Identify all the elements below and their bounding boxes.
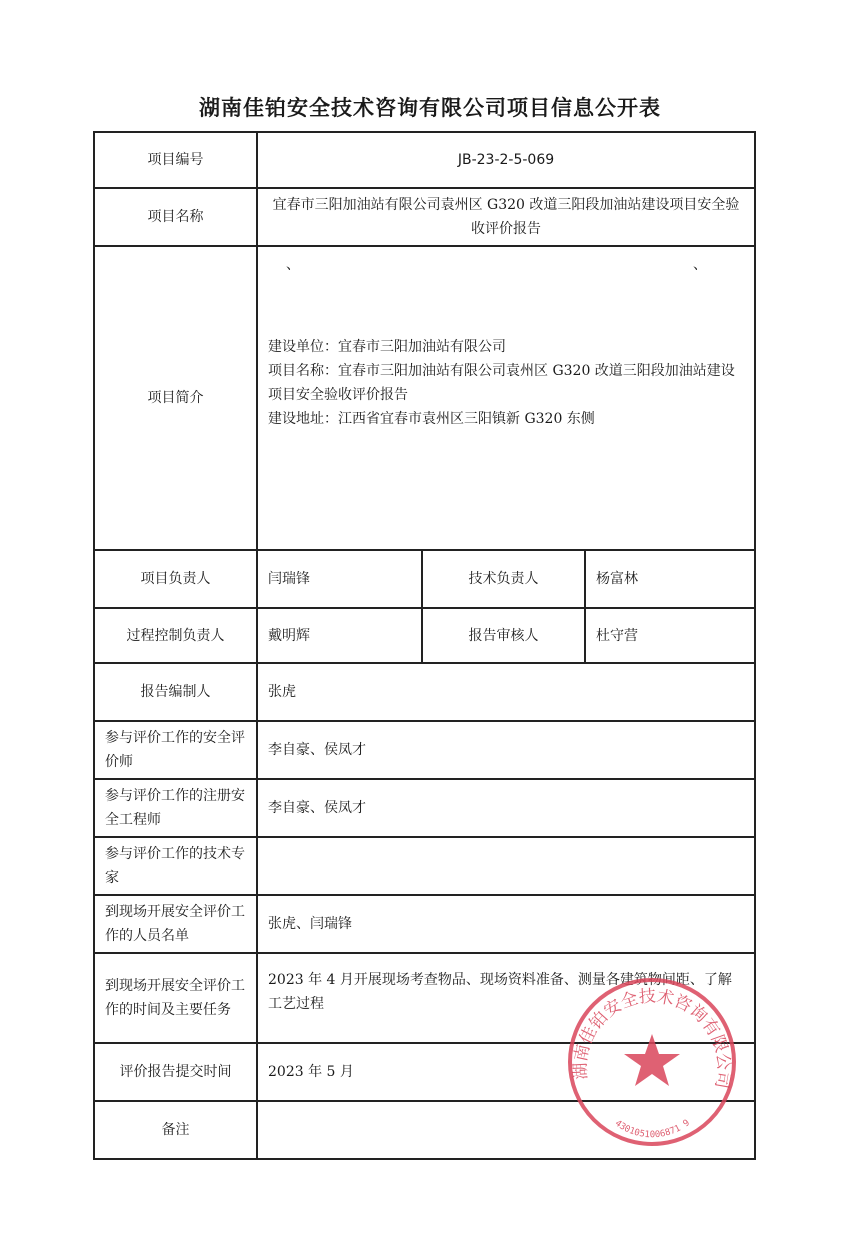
label-safety-evaluators: 参与评价工作的安全评价师 bbox=[94, 721, 257, 779]
row-control bbox=[94, 608, 755, 663]
label-submit-time: 评价报告提交时间 bbox=[94, 1043, 257, 1101]
row-onsite-time-tasks bbox=[94, 953, 755, 1043]
value-project-leader: 闫瑞锋 bbox=[257, 550, 422, 608]
value-process-leader: 戴明辉 bbox=[257, 608, 422, 663]
label-project-leader: 项目负责人 bbox=[94, 550, 257, 608]
intro-line-address: 建设地址：江西省宜春市袁州区三阳镇新 G320 东侧 bbox=[268, 411, 595, 427]
intro-line-name: 项目名称：宜春市三阳加油站有限公司袁州区 G320 改道三阳段加油站建设项目安全验收评价报告 bbox=[268, 363, 735, 403]
intro-mark-left: 、 bbox=[286, 257, 300, 273]
value-report-reviewer: 杜守营 bbox=[585, 608, 755, 663]
label-tech-experts: 参与评价工作的技术专家 bbox=[94, 837, 257, 895]
value-project-intro bbox=[257, 246, 755, 550]
row-project-name bbox=[94, 188, 755, 246]
page-title: 湖南佳铂安全技术咨询有限公司项目信息公开表 bbox=[199, 96, 661, 120]
value-tech-leader: 杨富林 bbox=[585, 550, 755, 608]
label-onsite-staff: 到现场开展安全评价工作的人员名单 bbox=[94, 895, 257, 953]
value-submit-time: 2023 年 5 月 bbox=[257, 1043, 755, 1101]
value-tech-experts bbox=[257, 837, 755, 895]
row-author bbox=[94, 663, 755, 721]
value-onsite-time-tasks: 2023 年 4 月开展现场考查物品、现场资料准备、测量各建筑物间距、了解工艺过程 bbox=[257, 953, 755, 1043]
label-report-reviewer: 报告审核人 bbox=[422, 608, 585, 663]
value-safety-evaluators: 李自豪、侯凤才 bbox=[257, 721, 755, 779]
row-submit-time bbox=[94, 1043, 755, 1101]
seal-text: 湖南佳铂安全技术咨询有限公司 bbox=[570, 986, 734, 1091]
value-remarks bbox=[257, 1101, 755, 1159]
value-project-no: JB-23-2-5-069 bbox=[257, 132, 755, 188]
label-project-name: 项目名称 bbox=[94, 188, 257, 246]
row-project-intro bbox=[94, 246, 755, 550]
value-report-author: 张虎 bbox=[257, 663, 755, 721]
seal-number: 4301051006871 9 bbox=[612, 1118, 692, 1141]
intro-line-unit: 建设单位：宜春市三阳加油站有限公司 bbox=[268, 339, 506, 355]
row-safety-evaluators bbox=[94, 721, 755, 779]
label-tech-leader: 技术负责人 bbox=[422, 550, 585, 608]
label-registered-engineers: 参与评价工作的注册安全工程师 bbox=[94, 779, 257, 837]
label-report-author: 报告编制人 bbox=[94, 663, 257, 721]
intro-mark-right: 、 bbox=[693, 257, 707, 273]
row-onsite-staff bbox=[94, 895, 755, 953]
value-registered-engineers: 李自豪、侯凤才 bbox=[257, 779, 755, 837]
row-registered-engineers bbox=[94, 779, 755, 837]
row-project-no bbox=[94, 132, 755, 188]
row-remarks bbox=[94, 1101, 755, 1159]
label-project-intro: 项目简介 bbox=[94, 246, 257, 550]
project-info-table bbox=[93, 131, 756, 1160]
value-onsite-staff: 张虎、闫瑞锋 bbox=[257, 895, 755, 953]
label-onsite-time-tasks: 到现场开展安全评价工作的时间及主要任务 bbox=[94, 953, 257, 1043]
value-project-name: 宜春市三阳加油站有限公司袁州区 G320 改道三阳段加油站建设项目安全验收评价报告 bbox=[257, 188, 755, 246]
label-process-leader: 过程控制负责人 bbox=[94, 608, 257, 663]
label-project-no: 项目编号 bbox=[94, 132, 257, 188]
row-leaders bbox=[94, 550, 755, 608]
row-tech-experts bbox=[94, 837, 755, 895]
label-remarks: 备注 bbox=[94, 1101, 257, 1159]
